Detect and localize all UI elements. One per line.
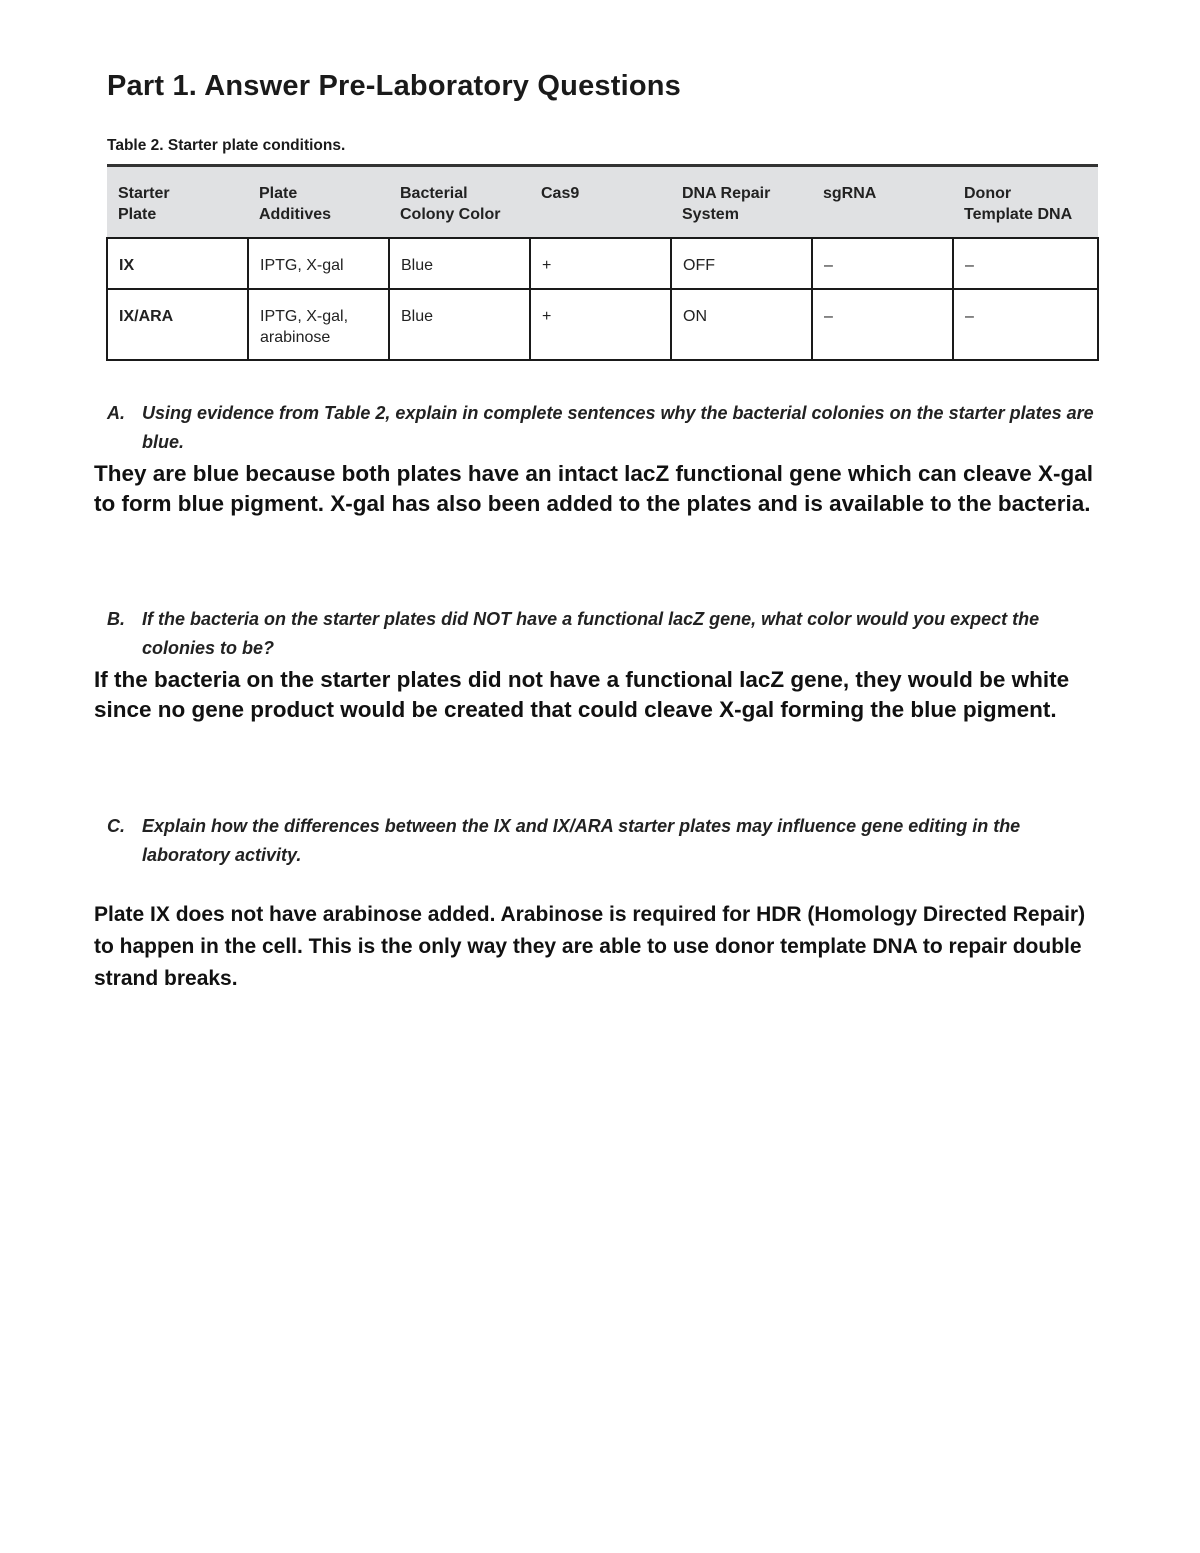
question-text: If the bacteria on the starter plates did NOT have a functional lacZ gene, what color would you expect the colonies to be? <box>142 609 1040 658</box>
question-b <box>107 605 1097 663</box>
cell-cas9: + <box>530 289 671 360</box>
cell-donor: – <box>953 289 1098 360</box>
header-dna-repair: DNA Repair System <box>671 166 812 239</box>
header-cas9: Cas9 <box>530 166 671 239</box>
answer-a: They are blue because both plates have an intact lacZ functional gene which can cleave X-gal to form blue pigment. X-gal has also been added to the plates and is available to the bacteria. <box>94 461 1094 516</box>
header-plate-additives: Plate Additives <box>248 166 389 239</box>
table-header-row <box>107 166 1098 239</box>
question-letter: C. <box>107 816 125 836</box>
table-row <box>107 289 1098 360</box>
cell-additives: IPTG, X-gal, arabinose <box>248 289 389 360</box>
question-text: Explain how the differences between the IX and IX/ARA starter plates may influence gene editing in the laboratory activity. <box>142 816 1021 865</box>
cell-sgrna: – <box>812 289 953 360</box>
cell-color: Blue <box>389 238 530 289</box>
cell-donor: – <box>953 238 1098 289</box>
page-title: Part 1. Answer Pre-Laboratory Questions <box>107 70 681 102</box>
question-a <box>107 399 1097 457</box>
header-sgrna: sgRNA <box>812 166 953 239</box>
question-letter: A. <box>107 403 125 423</box>
header-colony-color: Bacterial Colony Color <box>389 166 530 239</box>
cell-repair: OFF <box>671 238 812 289</box>
question-c <box>107 812 1097 870</box>
cell-cas9: + <box>530 238 671 289</box>
header-starter-plate: Starter Plate <box>107 166 248 239</box>
cell-sgrna: – <box>812 238 953 289</box>
table-caption: Table 2. Starter plate conditions. <box>107 137 346 154</box>
cell-plate: IX/ARA <box>107 289 248 360</box>
answer-b: If the bacteria on the starter plates did not have a functional lacZ gene, they would be white since no gene product would be created that could cleave X-gal forming the blue pigment. <box>94 667 1070 722</box>
starter-plate-table <box>106 164 1099 361</box>
cell-color: Blue <box>389 289 530 360</box>
question-text: Using evidence from Table 2, explain in complete sentences why the bacterial colonies on the starter plates are blue. <box>142 403 1094 452</box>
answer-c: Plate IX does not have arabinose added. Arabinose is required for HDR (Homology Directed Repair) to happen in the cell. This is the only way they are able to use donor template DNA to repair double strand breaks. <box>94 903 1086 990</box>
cell-repair: ON <box>671 289 812 360</box>
question-letter: B. <box>107 609 125 629</box>
cell-additives: IPTG, X-gal <box>248 238 389 289</box>
cell-plate: IX <box>107 238 248 289</box>
table-row <box>107 238 1098 289</box>
header-donor-dna: Donor Template DNA <box>953 166 1098 239</box>
